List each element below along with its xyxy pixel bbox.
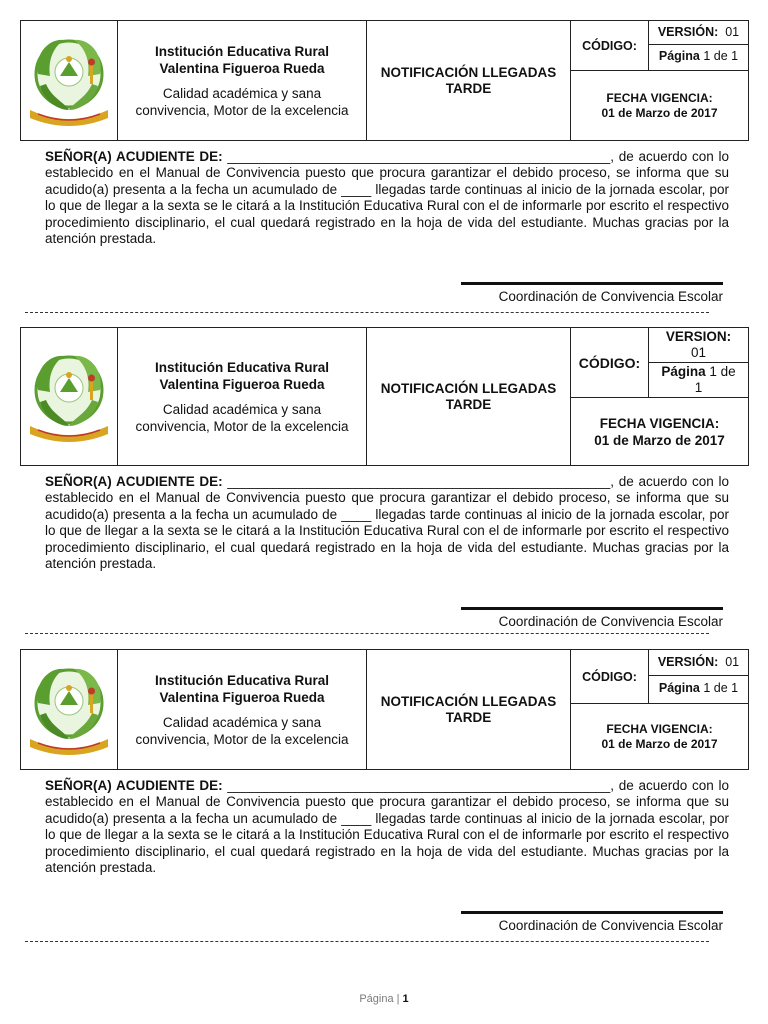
footer-page-number: 1: [402, 993, 409, 1005]
fecha-vigencia-cell: [571, 71, 749, 141]
acudiente-label: SEÑOR(A) ACUDIENTE DE:: [45, 778, 223, 793]
signature-line: [461, 607, 723, 610]
version-label: VERSIÓN:: [657, 25, 719, 39]
pagina-value: 1 de 1: [703, 681, 739, 695]
signature-label: Coordinación de Convivencia Escolar: [498, 289, 723, 305]
signature-block: [20, 898, 748, 938]
fecha-vigencia-value: 01 de Marzo de 2017: [601, 736, 718, 751]
signature-block: [20, 594, 748, 634]
institution-cell: [118, 328, 367, 466]
form-title-line2: TARDE: [445, 709, 492, 725]
form-title-cell: [367, 21, 571, 141]
school-logo-cell: [21, 650, 118, 770]
school-logo-icon: [24, 340, 114, 448]
fecha-vigencia-value: 01 de Marzo de 2017: [594, 432, 725, 448]
notice-form-1: [20, 20, 748, 309]
version-label: VERSIÓN:: [657, 655, 719, 669]
school-logo-icon: [24, 24, 114, 132]
form-title-cell: [367, 328, 571, 466]
form-title-line1: NOTIFICACIÓN LLEGADAS: [380, 380, 557, 396]
acudiente-after: , de acuerdo con: [610, 474, 714, 489]
version-cell: [649, 650, 749, 704]
signature-line: [461, 282, 723, 285]
signature-label: Coordinación de Convivencia Escolar: [498, 614, 723, 630]
footer-page-label: Página |: [359, 993, 403, 1005]
institution-cell: [118, 650, 367, 770]
fecha-vigencia-cell: [571, 704, 749, 770]
codigo-label: CÓDIGO:: [571, 21, 649, 71]
form-title-line1: NOTIFICACIÓN LLEGADAS: [380, 693, 557, 709]
fecha-vigencia-label: FECHA VIGENCIA:: [606, 90, 713, 105]
school-logo-icon: [24, 653, 114, 761]
institution-name-line1: Institución Educativa Rural: [154, 359, 330, 375]
cut-line-2: [25, 633, 709, 634]
notice-form-2: [20, 327, 748, 634]
acudiente-blank: ___________________________________________________: [222, 149, 611, 164]
signature-line: [461, 911, 723, 914]
version-value: 01: [725, 655, 740, 669]
notice-text: [45, 149, 729, 247]
notice-form-3: [20, 649, 748, 938]
motto-line2: convivencia, Motor de la excelencia: [135, 731, 349, 747]
notice-body: lo establecido en el Manual de Convivencia puesto que procura garantizar el debido proceso, se informa que su acudido(a) presenta a la fecha un acumulado de ____ llegadas tarde continuas al inicio de la jornada escolar, por lo que de llegar a la sexta se le citará a la Institución Educativa Rural con el de informarle por escrito el respectivo procedimiento disciplinario, el cual quedará registrado en la hoja de vida del estudiante. Muchas gracias por la atención prestada.: [45, 474, 729, 572]
acudiente-label: SEÑOR(A) ACUDIENTE DE:: [45, 149, 223, 164]
form-title-line2: TARDE: [445, 80, 492, 96]
pagina-label: Página: [658, 681, 700, 695]
notice-text: [45, 778, 729, 876]
school-logo-cell: [21, 328, 118, 466]
version-label: VERSION:: [665, 329, 732, 344]
institution-name-line2: Valentina Figueroa Rueda: [159, 689, 325, 705]
cut-line-1: [25, 312, 709, 313]
fecha-vigencia-label: FECHA VIGENCIA:: [599, 415, 720, 431]
signature-block: [20, 269, 748, 309]
institution-name-line1: Institución Educativa Rural: [154, 672, 330, 688]
acudiente-blank: ___________________________________________________: [222, 778, 611, 793]
acudiente-after: , de acuerdo con: [610, 149, 714, 164]
codigo-label: CÓDIGO:: [571, 328, 649, 398]
version-value: 01: [725, 25, 740, 39]
institution-name-line2: Valentina Figueroa Rueda: [159, 60, 325, 76]
notice-body: lo establecido en el Manual de Convivencia puesto que procura garantizar el debido proceso, se informa que su acudido(a) presenta a la fecha un acumulado de ____ llegadas tarde continuas al inicio de la jornada escolar, por lo que de llegar a la sexta se le citará a la Institución Educativa Rural con el de informarle por escrito el respectivo procedimiento disciplinario, el cual quedará registrado en la hoja de vida del estudiante. Muchas gracias por la atención prestada.: [45, 778, 729, 876]
fecha-vigencia-value: 01 de Marzo de 2017: [601, 105, 718, 120]
pagina-value-part2: 1: [694, 380, 703, 395]
motto-line1: Calidad académica y sana: [162, 714, 322, 730]
form-title-line1: NOTIFICACIÓN LLEGADAS: [380, 64, 557, 80]
motto-line1: Calidad académica y sana: [162, 401, 322, 417]
fecha-vigencia-label: FECHA VIGENCIA:: [606, 721, 713, 736]
school-logo-cell: [21, 21, 118, 141]
version-cell: [649, 328, 749, 398]
page-footer: [0, 993, 768, 1005]
version-cell: [649, 21, 749, 71]
institution-name-line1: Institución Educativa Rural: [154, 43, 330, 59]
codigo-label: CÓDIGO:: [571, 650, 649, 704]
fecha-vigencia-cell: [571, 398, 749, 466]
form-title-cell: [367, 650, 571, 770]
cut-line-3: [25, 941, 709, 942]
version-value: 01: [690, 345, 707, 360]
pagina-value-part1: 1 de: [709, 364, 736, 379]
form-header-table: [20, 20, 749, 141]
pagina-label: Página: [658, 49, 700, 63]
signature-label: Coordinación de Convivencia Escolar: [498, 918, 723, 934]
pagina-value: 1 de 1: [703, 49, 739, 63]
form-header-table: [20, 327, 749, 466]
form-header-table: [20, 649, 749, 770]
motto-line1: Calidad académica y sana: [162, 85, 322, 101]
notice-text: [45, 474, 729, 572]
pagina-label: Página: [661, 364, 706, 379]
notice-body: lo establecido en el Manual de Convivencia puesto que procura garantizar el debido proceso, se informa que su acudido(a) presenta a la fecha un acumulado de ____ llegadas tarde continuas al inicio de la jornada escolar, por lo que de llegar a la sexta se le citará a la Institución Educativa Rural con el de informarle por escrito el respectivo procedimiento disciplinario, el cual quedará registrado en la hoja de vida del estudiante. Muchas gracias por la atención prestada.: [45, 149, 729, 247]
acudiente-label: SEÑOR(A) ACUDIENTE DE:: [45, 474, 223, 489]
acudiente-after: , de acuerdo con: [610, 778, 714, 793]
institution-name-line2: Valentina Figueroa Rueda: [159, 376, 325, 392]
institution-cell: [118, 21, 367, 141]
motto-line2: convivencia, Motor de la excelencia: [135, 418, 349, 434]
acudiente-blank: ___________________________________________________: [222, 474, 611, 489]
motto-line2: convivencia, Motor de la excelencia: [135, 102, 349, 118]
form-title-line2: TARDE: [445, 396, 492, 412]
